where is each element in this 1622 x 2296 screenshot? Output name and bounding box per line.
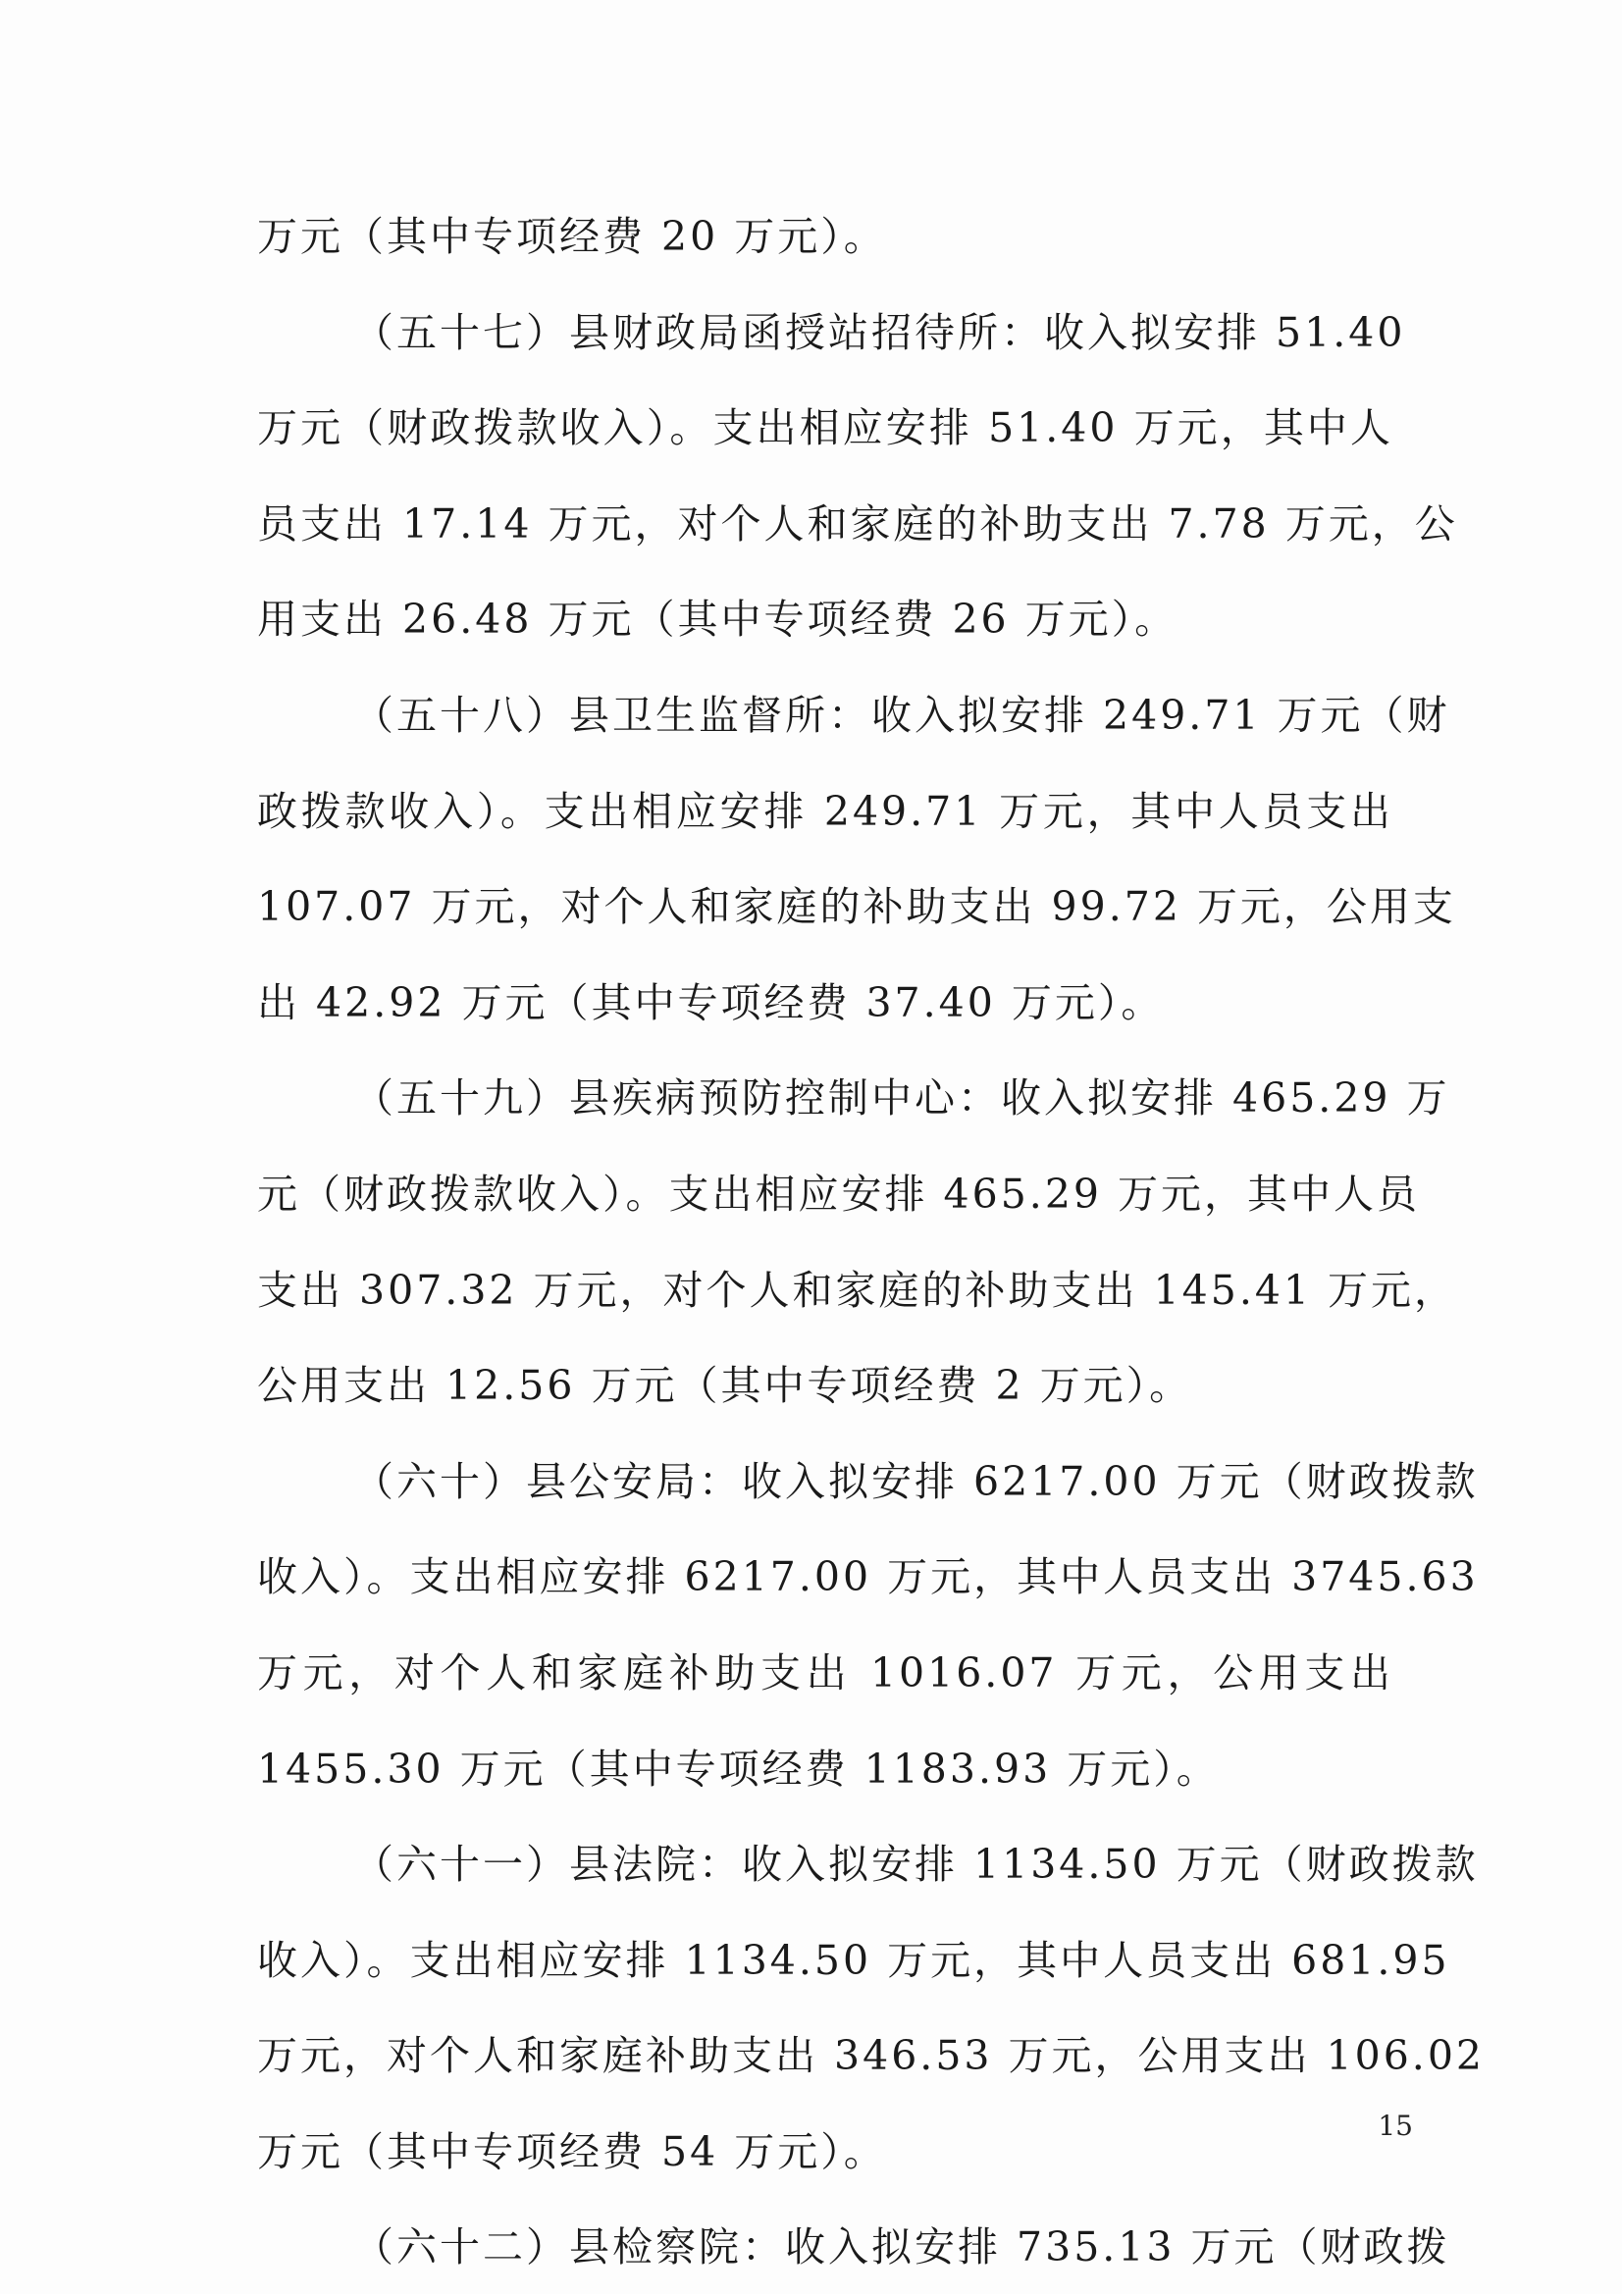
paragraph-59	[257, 1051, 1458, 1434]
text-line: 政拨款收入）。支出相应安排 249.71 万元，其中人员支出	[257, 787, 1393, 835]
text-line: （五十九）县疾病预防控制中心：收入拟安排 465.29 万	[353, 1074, 1450, 1122]
text-line: 员支出 17.14 万元，对个人和家庭的补助支出 7.78 万元，公	[257, 499, 1458, 548]
text-line: 万元（其中专项经费 20 万元）。	[257, 213, 887, 260]
text-line: 支出 307.32 万元，对个人和家庭的补助支出 145.41 万元，	[257, 1266, 1458, 1314]
paragraph-continuation	[257, 189, 1393, 286]
text-line: （五十七）县财政局函授站招待所：收入拟安排 51.40	[353, 308, 1406, 356]
text-line: 用支出 26.48 万元（其中专项经费 26 万元）。	[257, 596, 1178, 644]
text-line: 万元，对个人和家庭补助支出 346.53 万元，公用支出 106.02	[257, 2032, 1486, 2080]
paragraph-60	[257, 1435, 1479, 1817]
text-line: （六十一）县法院：收入拟安排 1134.50 万元（财政拨款	[353, 1841, 1479, 1889]
text-line: （六十）县公安局：收入拟安排 6217.00 万元（财政拨款	[353, 1457, 1479, 1505]
text-line: （五十八）县卫生监督所：收入拟安排 249.71 万元（财	[353, 691, 1450, 739]
page-number: 15	[1378, 2110, 1413, 2142]
paragraph-57	[257, 286, 1458, 668]
text-line: 万元（其中专项经费 54 万元）。	[257, 2127, 887, 2175]
text-line: 万元（财政拨款收入）。支出相应安排 51.40 万元，其中人	[257, 404, 1393, 452]
text-line: 107.07 万元，对个人和家庭的补助支出 99.72 万元，公用支	[257, 883, 1456, 931]
text-line: 元（财政拨款收入）。支出相应安排 465.29 万元，其中人员	[257, 1170, 1421, 1218]
paragraph-58	[257, 668, 1456, 1051]
text-line: 出 42.92 万元（其中专项经费 37.40 万元）。	[257, 978, 1165, 1026]
text-line: 收入）。支出相应安排 6217.00 万元，其中人员支出 3745.63	[257, 1553, 1479, 1601]
paragraph-62	[257, 2200, 1450, 2296]
text-line: （六十二）县检察院：收入拟安排 735.13 万元（财政拨	[353, 2223, 1450, 2271]
text-line: 万元，对个人和家庭补助支出 1016.07 万元，公用支出	[257, 1648, 1393, 1696]
text-line: 公用支出 12.56 万元（其中专项经费 2 万元）。	[257, 1362, 1193, 1410]
text-line: 1455.30 万元（其中专项经费 1183.93 万元）。	[257, 1745, 1220, 1793]
text-line: 收入）。支出相应安排 1134.50 万元，其中人员支出 681.95	[257, 1936, 1450, 1984]
